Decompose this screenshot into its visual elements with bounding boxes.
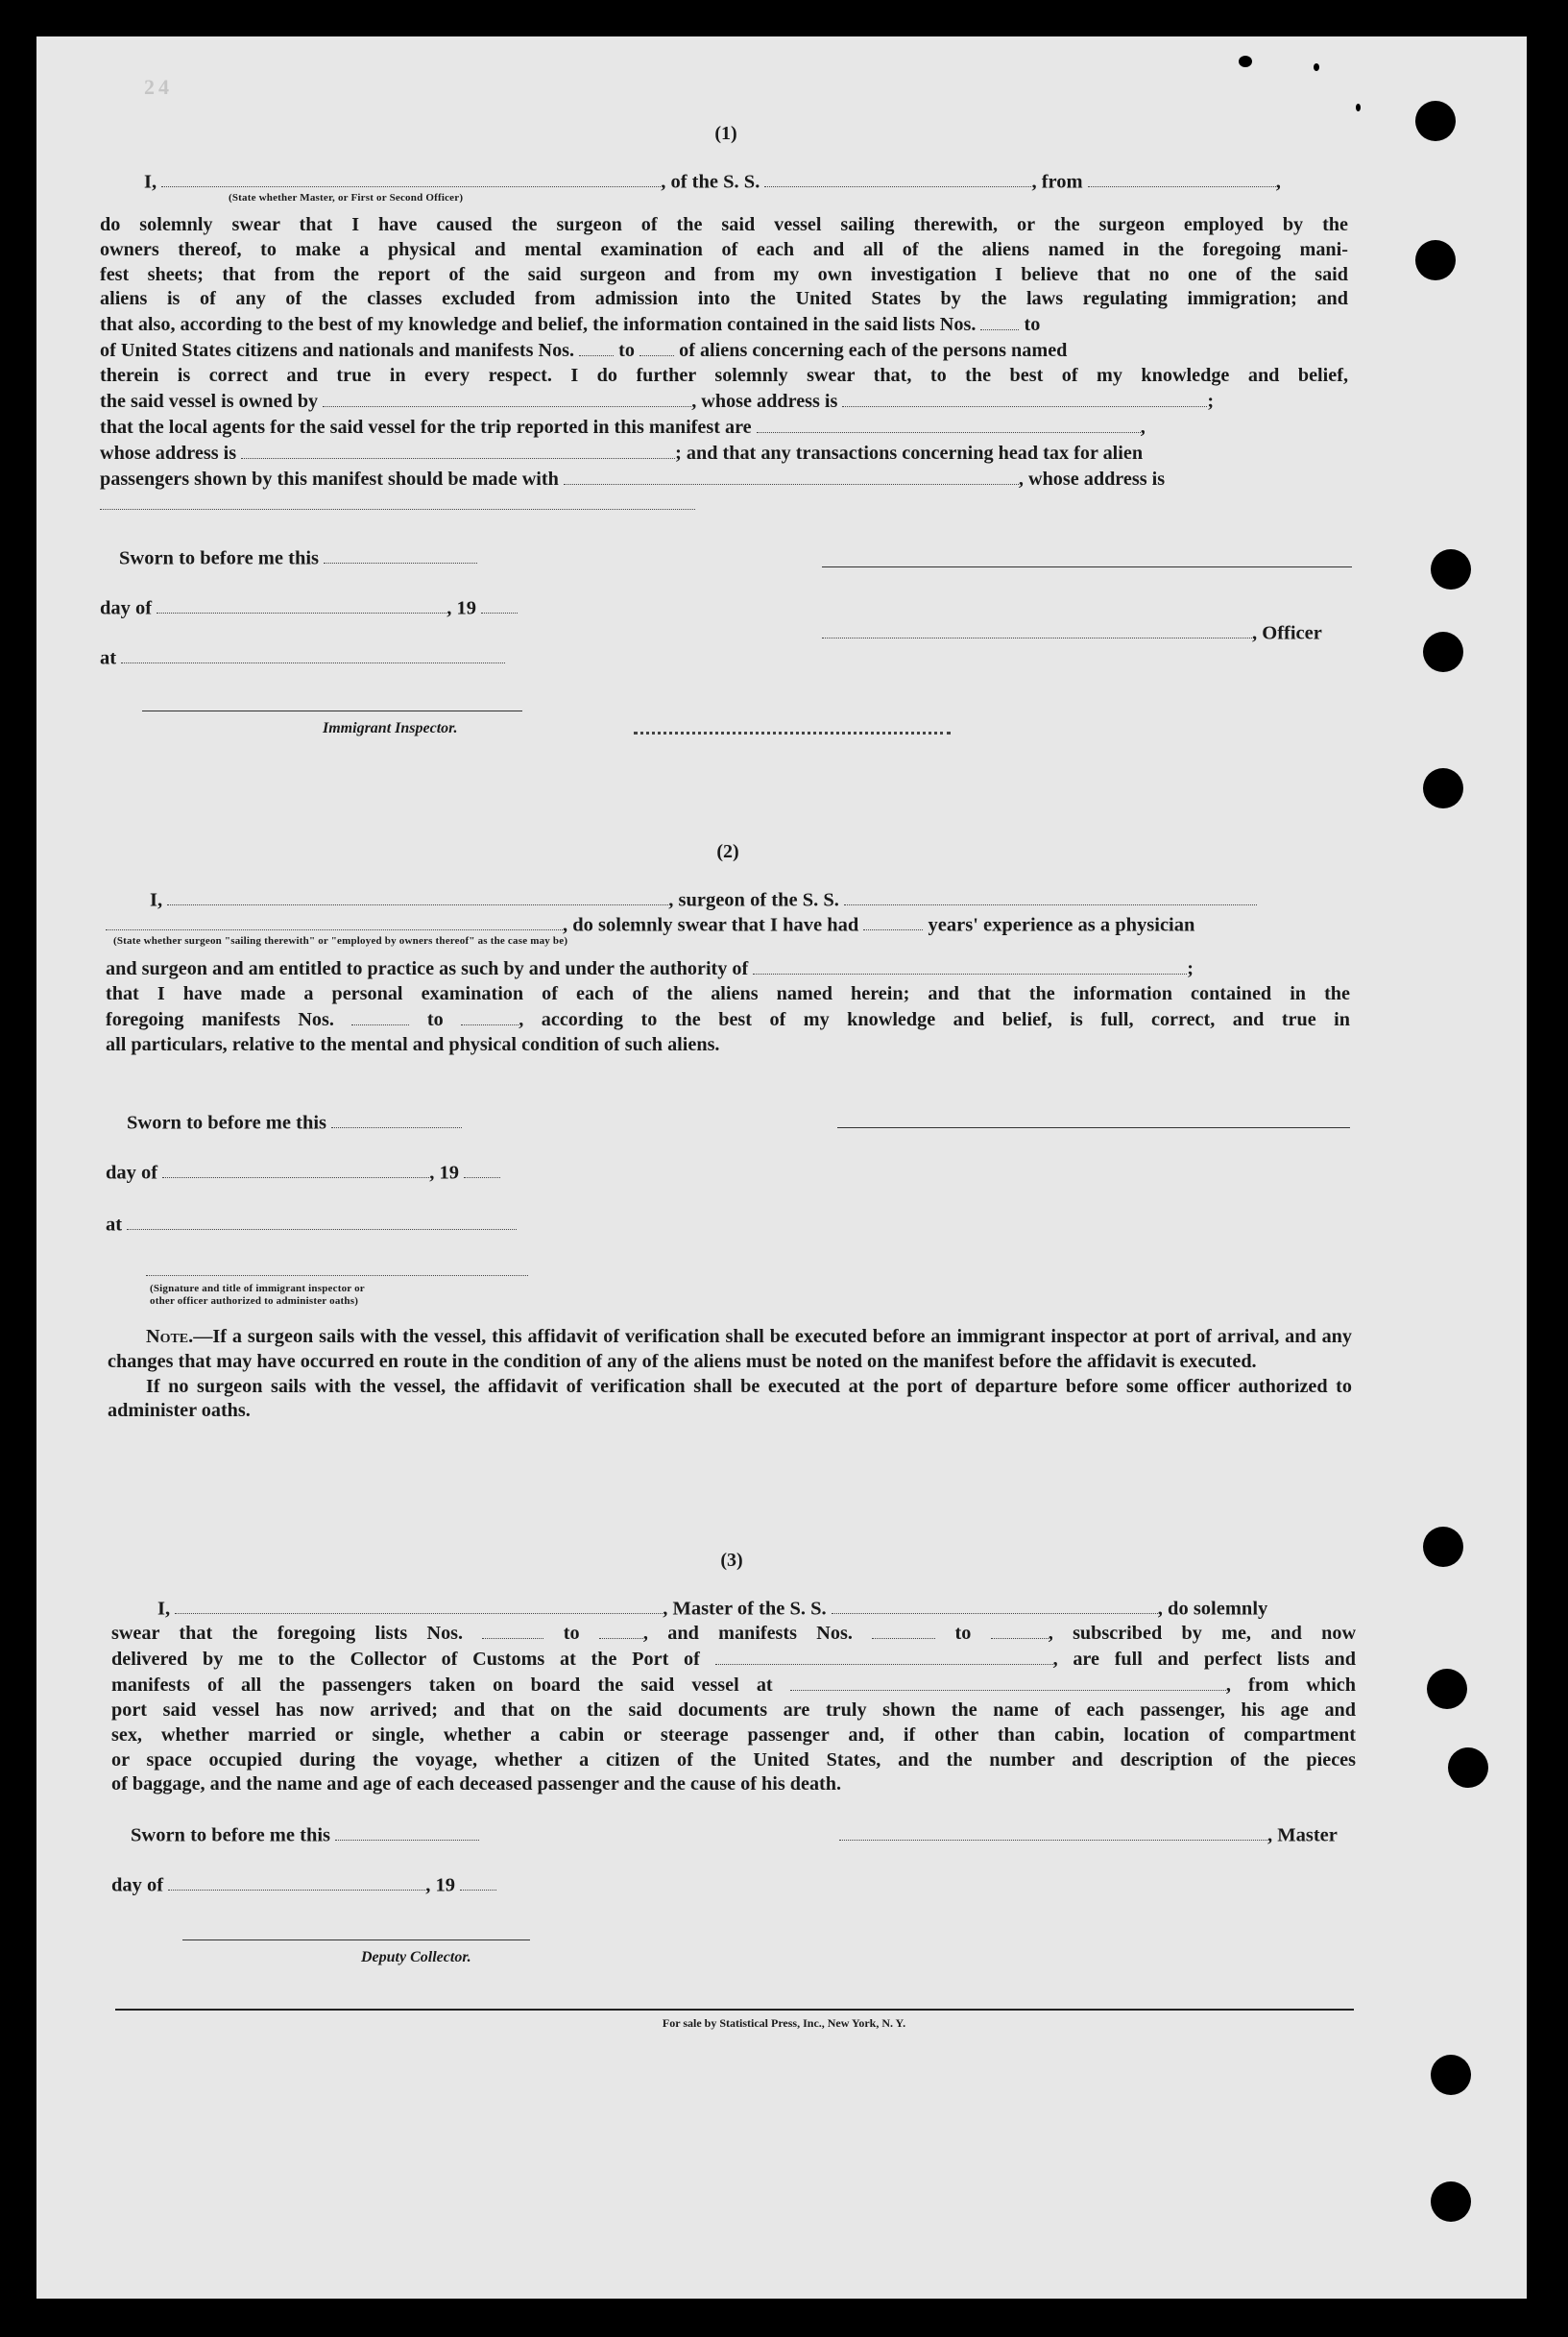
deputy-collector-label: Deputy Collector. <box>361 1949 471 1965</box>
s1-sworn: Sworn to before me this <box>119 545 477 569</box>
punch-hole <box>1427 1669 1467 1709</box>
punch-hole <box>1431 2181 1471 2222</box>
s3-ship-blank <box>832 1596 1158 1614</box>
ink-speck <box>1239 56 1252 67</box>
punch-hole <box>1423 768 1463 808</box>
immigrant-inspector-label: Immigrant Inspector. <box>323 720 458 736</box>
punch-hole <box>1431 2055 1471 2095</box>
officer-name-blank <box>161 169 661 187</box>
local-agents-blank <box>757 415 1141 433</box>
s2-line1: I, , surgeon of the S. S. <box>150 887 1257 911</box>
years-blank <box>863 912 923 930</box>
page-mark: 24 <box>144 75 173 99</box>
s2-body: and surgeon and am entitled to practice as such by and under the authority of ; that I have made a personal examination of each of the aliens named herein; and that the information contained in the foregoing manifests Nos. to , according to the best of my knowledge and belief, is full, correct, and true in all particulars, relative to the mental and physical condition of such aliens. <box>106 956 1350 1058</box>
s2-line2: , do solemnly swear that I have had years' experience as a physician <box>106 912 1194 936</box>
s1-body: do solemnly swear that I have caused the surgeon of the said vessel sailing therewith, or the surgeon employed by the owners thereof, to make a physical and mental examination of each and all of the aliens named in the foregoing mani- fest sheets; that from the report of the said surgeon and from my own investigation I believe that no one of the said aliens is of any of the classes excluded from admission into the United States by the laws regulating immigration; and that also, according to the best of my knowledge and belief, the information contained in the said lists Nos. to of United States citizens and nationals and manifests Nos. to of aliens concerning each of the persons named therein is correct and true in every respect. I do further solemnly swear that, to the best of my knowledge and belief, the said vessel is owned by , whose address is ; that the local agents for the said vessel for the trip reported in this manifest are , whose address is ; and that any transactions concerning head tax for alien passengers shown by this manifest should be made with , whose address is <box>100 214 1348 490</box>
surgeon-hint: (State whether surgeon "sailing therewith" or "employed by owners thereof" as the case may be) <box>113 935 568 947</box>
s1-line1: I, , of the S. S. , from , <box>144 169 1281 193</box>
punch-hole <box>1423 632 1463 672</box>
s2-ship-blank <box>844 887 1257 905</box>
s2-surgeon-signature-line <box>837 1127 1350 1128</box>
s2-note: Note.—If a surgeon sails with the vessel, this affidavit of verification shall be executed before an immigrant inspector at port of arrival, and any changes that may have occurred en route in the condition of any of the aliens must be noted on the manifest before the affidavit is executed. If no surgeon sails with the vessel, the affidavit of verification shall be executed at the port of departure before some officer authorized to administer oaths. <box>108 1326 1352 1422</box>
s1-officer-row: , Officer <box>822 620 1322 644</box>
s1-day: day of , 19 <box>100 595 518 619</box>
punch-hole <box>1415 240 1456 280</box>
officer-signature-blank <box>822 620 1252 638</box>
punch-hole <box>1431 549 1471 590</box>
owner-blank <box>323 389 691 407</box>
s1-address-blank <box>100 509 695 510</box>
printer-footer: For sale by Statistical Press, Inc., New York, N. Y. <box>662 2016 906 2030</box>
punch-hole <box>1415 101 1456 141</box>
ink-speck <box>1314 63 1319 71</box>
punch-hole <box>1448 1747 1488 1788</box>
s2-at: at <box>106 1212 517 1236</box>
embark-port-blank <box>790 1673 1226 1691</box>
surgeon-name-blank <box>167 887 668 905</box>
s3-sworn: Sworn to before me this <box>131 1822 479 1846</box>
ink-speck <box>1356 104 1361 111</box>
s1-officer-signature-line <box>822 566 1352 567</box>
s2-sig-hint-2: other officer authorized to administer oaths) <box>150 1295 359 1307</box>
s2-sworn: Sworn to before me this <box>127 1110 462 1134</box>
from-port-blank <box>1088 169 1276 187</box>
s3-day: day of , 19 <box>111 1872 496 1896</box>
officer-hint: (State whether Master, or First or Second Officer) <box>229 192 464 204</box>
s3-body: swear that the foregoing lists Nos. to , and manifests Nos. to , subscribed by me, and now delivered by me to the Collector of Customs at the Port of , are full and perfect lists and manifests of all the passengers taken on board the said vessel at , from which port said vessel has now arrived; and that on the said documents are truly shown the name of each passenger, his age and sex, whether married or single, whether a cabin or steerage passenger and, if other than cabin, location of compartment or space occupied during the voyage, whether a citizen of the United States, and the number and description of the pieces of baggage, and the name and age of each deceased passenger and the cause of his death. <box>111 1621 1356 1797</box>
master-name-blank <box>175 1596 663 1614</box>
ship-name-blank <box>764 169 1031 187</box>
port-blank <box>715 1647 1053 1665</box>
section-3-number: (3) <box>720 1550 743 1571</box>
s1-at: at <box>100 645 505 669</box>
s3-deputy-line <box>182 1939 530 1940</box>
section-1-number: (1) <box>714 123 737 144</box>
authority-blank <box>753 956 1187 975</box>
section-2-number: (2) <box>716 841 739 862</box>
s1-extra-dots <box>634 732 951 735</box>
s3-master-row: , Master <box>839 1822 1338 1846</box>
master-signature-blank <box>839 1822 1267 1841</box>
footer-rule <box>115 2009 1354 2011</box>
s2-sig-hint-1: (Signature and title of immigrant inspector or <box>150 1283 365 1294</box>
s2-day: day of , 19 <box>106 1160 500 1184</box>
s3-line1: I, , Master of the S. S. , do solemnly <box>157 1596 1267 1620</box>
s2-signature-blank <box>146 1275 528 1276</box>
punch-hole <box>1423 1527 1463 1567</box>
